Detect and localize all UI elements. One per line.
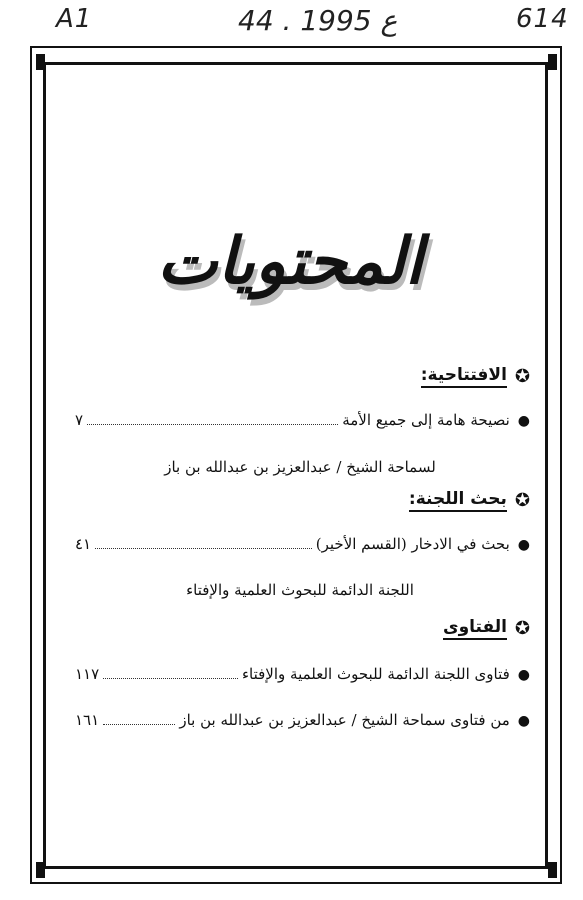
- bullet-dot-icon: ●: [517, 537, 530, 553]
- toc-entry[interactable]: [75, 711, 530, 729]
- toc-entry-page: ١٦١: [75, 711, 100, 729]
- frame-corner-ornament: [548, 862, 557, 878]
- section-heading-fatwas: [443, 617, 530, 640]
- section-byline: اللجنة الدائمة للبحوث العلمية والإفتاء: [186, 581, 414, 599]
- frame-corner-ornament: [36, 862, 45, 878]
- frame-corner-ornament: [548, 54, 557, 70]
- bullet-dot-icon: ●: [517, 413, 530, 429]
- section-heading-label: بحث اللجنة:: [409, 489, 507, 512]
- handwritten-ref-left: A1: [56, 4, 93, 34]
- toc-entry-page: ٤١: [75, 535, 92, 553]
- toc-entry-title: بحث في الادخار (القسم الأخير): [315, 535, 510, 553]
- leader-dots: [95, 538, 312, 549]
- star-in-circle-icon: ✪: [514, 617, 530, 639]
- toc-entry-title: من فتاوى سماحة الشيخ / عبدالعزيز بن عبدالله بن باز: [179, 711, 510, 729]
- frame-corner-ornament: [36, 54, 45, 70]
- section-heading-label: الفتاوى: [443, 617, 507, 640]
- star-in-circle-icon: ✪: [514, 489, 530, 511]
- section-heading-opening: [421, 365, 530, 388]
- leader-dots: [87, 414, 338, 425]
- leader-dots: [103, 714, 175, 725]
- section-heading-committee: [409, 489, 530, 512]
- bullet-dot-icon: ●: [517, 713, 530, 729]
- toc-entry[interactable]: [75, 665, 530, 683]
- toc-entry-page: ٧: [75, 411, 84, 429]
- section-byline: لسماحة الشيخ / عبدالعزيز بن عبدالله بن باز: [164, 458, 436, 476]
- star-in-circle-icon: ✪: [514, 365, 530, 387]
- toc-entry[interactable]: [75, 535, 530, 553]
- section-heading-label: الافتتاحية:: [421, 365, 507, 388]
- bullet-dot-icon: ●: [517, 667, 530, 683]
- page-title: المحتويات: [157, 224, 423, 299]
- toc-entry-page: ١١٧: [75, 665, 100, 683]
- toc-entry[interactable]: [75, 411, 530, 429]
- toc-entry-title: نصيحة هامة إلى جميع الأمة: [342, 411, 510, 429]
- handwritten-ref-center: 44 . ع 1995: [238, 4, 398, 37]
- leader-dots: [103, 668, 238, 679]
- handwritten-ref-right: 614: [516, 4, 569, 34]
- toc-entry-title: فتاوى اللجنة الدائمة للبحوث العلمية والإفتاء: [241, 665, 510, 683]
